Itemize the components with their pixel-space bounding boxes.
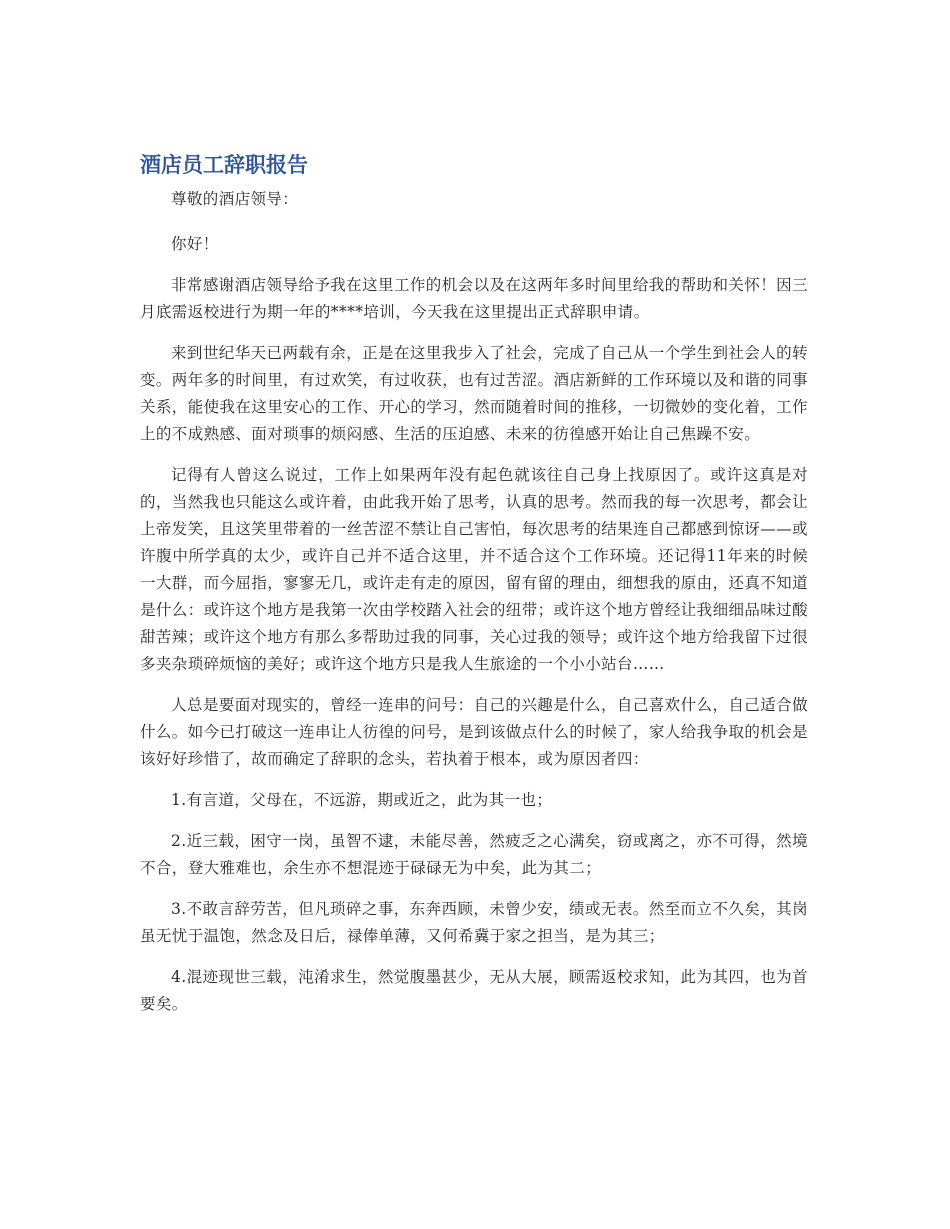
body-paragraph-reflection: 记得有人曾这么说过，工作上如果两年没有起色就该往自己身上找原因了。或许这真是对的，当然我也只能这么或许着，由此我开始了思考，认真的思考。然而我的每一次思考，都会让上帝发笑，且这笑里带着的一丝苦涩不禁让自己害怕，每次思考的结果连自己都感到惊讶——或许腹中所学真的太少，或许自己并不适合这里，并不适合这个工作环境。还记得11年来的时候一大群，而今屈指，寥寥无几，或许走有走的原因，留有留的理由，细想我的原由，还真不知道是什么：或许这个地方是我第一次由学校踏入社会的纽带；或许这个地方曾经让我细细品味过酸甜苦辣；或许这个地方有那么多帮助过我的同事，关心过我的领导；或许这个地方给我留下过很多夹杂琐碎烦恼的美好；或许这个地方只是我人生旅途的一个小小站台……	[140, 466, 808, 673]
greeting: 你好！	[171, 235, 219, 253]
reason-item-1: 1.有言道，父母在，不远游，期或近之，此为其一也；	[171, 791, 553, 809]
body-paragraph-experience: 来到世纪华天已两载有余，正是在这里我步入了社会，完成了自己从一个学生到社会人的转变。两年多的时间里，有过欢笑，有过收获，也有过苦涩。酒店新鲜的工作环境以及和谐的同事关系，能使我在这里安心的工作、开心的学习，然而随着时间的推移，一切微妙的变化着，工作上的不成熟感、面对琐事的烦闷感、生活的压迫感、未来的彷徨感开始让自己焦躁不安。	[140, 344, 808, 443]
reason-item-4: 4.混迹现世三载，沌淆求生，然觉腹墨甚少，无从大展，顾需返校求知，此为其四，也为首要矣。	[140, 968, 808, 1013]
body-paragraph-decision: 人总是要面对现实的，曾经一连串的问号：自己的兴趣是什么，自己喜欢什么，自己适合做什么。如今已打破这一连串让人彷徨的问号，是到该做点什么的时候了，家人给我争取的机会是该好好珍惜了，故而确定了辞职的念头，若执着于根本，或为原因者四：	[140, 696, 808, 768]
reason-item-3: 3.不敢言辞劳苦，但凡琐碎之事，东奔西顾，未曾少安，绩或无表。然至而立不久矣，其岗虽无忧于温饱，然念及日后，禄俸单薄，又何希冀于家之担当，是为其三；	[140, 900, 808, 945]
body-paragraph-thanks: 非常感谢酒店领导给予我在这里工作的机会以及在这两年多时间里给我的帮助和关怀！因三月底需返校进行为期一年的****培训，今天我在这里提出正式辞职申请。	[140, 276, 808, 321]
salutation: 尊敬的酒店领导：	[171, 190, 299, 208]
document-page	[140, 150, 808, 1032]
reason-item-2: 2.近三载，困守一岗，虽智不逮，未能尽善，然疲乏之心满矣，窃或离之，亦不可得，然境不合，登大雅难也，余生亦不想混迹于碌碌无为中矣，此为其二；	[140, 832, 808, 877]
document-title: 酒店员工辞职报告	[140, 153, 308, 177]
